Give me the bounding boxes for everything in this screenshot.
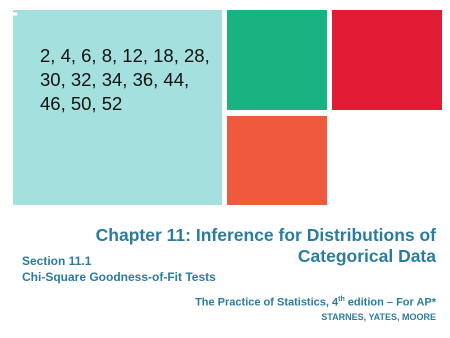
section-label: Section 11.1 [22, 254, 92, 268]
plus-icon: + [2, 0, 19, 29]
section-name: Chi-Square Goodness-of-Fit Tests [22, 270, 216, 284]
authors: STARNES, YATES, MOORE [321, 312, 436, 322]
number-list: 2, 4, 6, 8, 12, 18, 28, 30, 32, 34, 36, 44, 46, 50, 52 [40, 45, 210, 114]
red-block [332, 10, 442, 110]
orange-block [227, 116, 327, 205]
chapter-title: Chapter 11: Inference for Distributions of Categorical Data [95, 225, 436, 266]
book-title-suffix: edition – For AP* [344, 296, 436, 309]
book-title-prefix: The Practice of Statistics, 4 [195, 296, 339, 309]
book-title-superscript: th [338, 296, 345, 303]
book-title [195, 296, 436, 309]
green-block [227, 10, 327, 110]
